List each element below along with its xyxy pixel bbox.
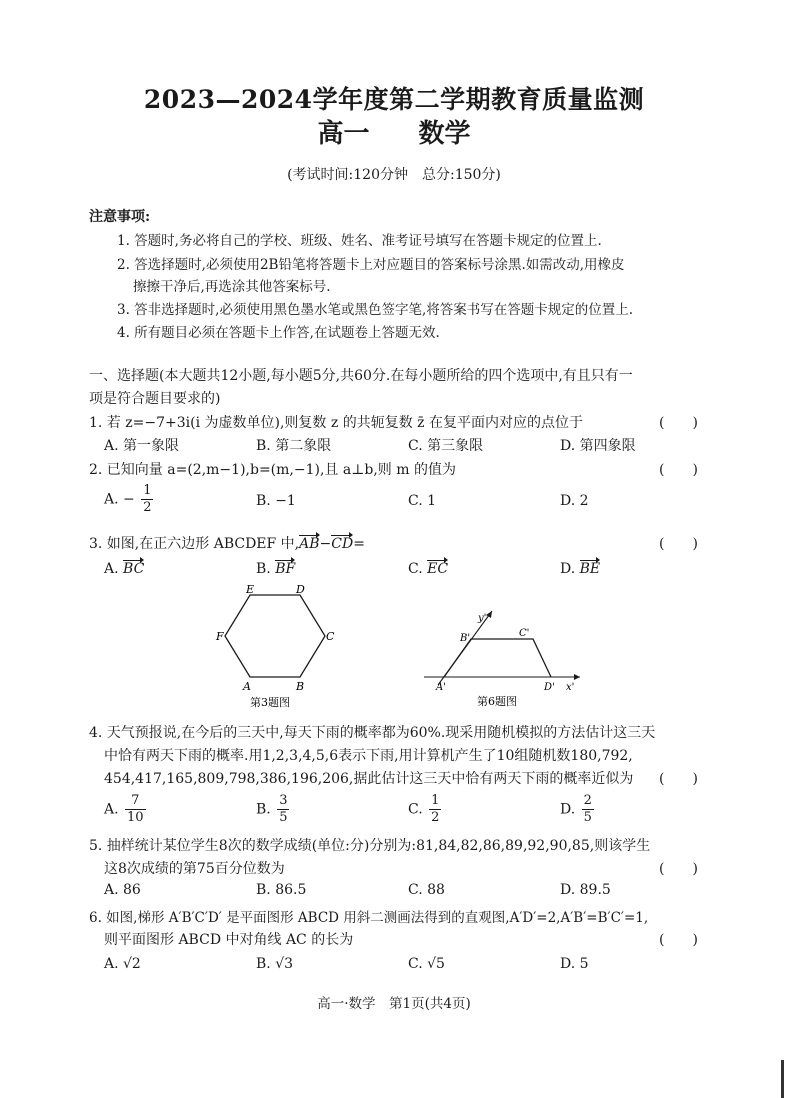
q4-stem-line1: 4. 天气预报说,在今后的三天中,每天下雨的概率都为60%.现采用随机模拟的方法估计这三天 bbox=[89, 725, 656, 741]
q2-stem: 2. 已知向量 a=(2,m−1),b=(m,−1),且 a⊥b,则 m 的值为 bbox=[89, 462, 456, 478]
vertex-label-d: D bbox=[296, 583, 305, 596]
q6-option-a: A. √2 bbox=[104, 956, 141, 972]
axis-label-x: x' bbox=[566, 682, 575, 693]
x-axis-arrow-icon bbox=[574, 674, 580, 680]
fraction-denominator: 2 bbox=[143, 500, 152, 515]
q3-option-a bbox=[104, 561, 144, 577]
q3-option-d bbox=[560, 561, 600, 577]
vertex-label-b: B bbox=[296, 680, 305, 693]
q2-option-c: C. 1 bbox=[408, 493, 437, 509]
vector-bf: BF bbox=[275, 561, 296, 577]
figure-6-caption: 第6题图 bbox=[477, 695, 517, 708]
option-fraction bbox=[125, 793, 146, 826]
q6-stem-line2: 则平面图形 ABCD 中对角线 AC 的长为 bbox=[104, 932, 354, 948]
q6-option-d: D. 5 bbox=[560, 956, 589, 972]
page-footer: 高一·数学 第1页(共4页) bbox=[317, 996, 471, 1012]
figure-3-hexagon bbox=[210, 580, 340, 710]
q2-option-b: B. −1 bbox=[256, 493, 296, 509]
vertex-label-c-prime: C' bbox=[519, 628, 530, 639]
fraction-denominator: 5 bbox=[279, 810, 288, 825]
fraction-denominator: 5 bbox=[583, 810, 592, 825]
section-heading-line2: 项是符合题目要求的) bbox=[89, 391, 221, 407]
option-fraction bbox=[429, 793, 441, 826]
minus-sign: − bbox=[319, 536, 332, 552]
q6-option-b: B. √3 bbox=[256, 956, 294, 972]
option-label: C. bbox=[408, 801, 423, 818]
q1-option-b: B. 第二象限 bbox=[256, 438, 332, 454]
note-item: 3. 答非选择题时,必须使用黑色墨水笔或黑色签字笔,将答案书写在答题卡规定的位置上. bbox=[117, 302, 634, 318]
q4-stem-line2: 中恰有两天下雨的概率.用1,2,3,4,5,6表示下雨,用计算机产生了10组随机数180,792, bbox=[104, 748, 633, 764]
y-axis-arrow-icon bbox=[486, 611, 492, 618]
option-label: B. bbox=[256, 561, 271, 577]
q2-option-a-label: A. bbox=[104, 491, 119, 508]
scan-edge-mark bbox=[781, 1060, 784, 1098]
q6-stem-line1: 6. 如图,梯形 A′B′C′D′ 是平面图形 ABCD 用斜二测画法得到的直观图,A′D′=2,A′B′=B′C′=1, bbox=[89, 910, 649, 926]
q4-answer-paren: ( ) bbox=[659, 771, 698, 787]
q5-stem-line1: 5. 抽样统计某位学生8次的数学成绩(单位:分)分别为:81,84,82,86,89,92,90,85,则该学生 bbox=[89, 838, 651, 854]
vector-be: BE bbox=[579, 561, 601, 577]
q2-option-d: D. 2 bbox=[560, 493, 589, 509]
option-label: B. bbox=[256, 801, 271, 818]
q1-answer-paren: ( ) bbox=[659, 415, 698, 431]
fraction-numerator: 2 bbox=[583, 793, 592, 808]
option-label: D. bbox=[560, 801, 576, 818]
note-item: 2. 答选择题时,必须使用2B铅笔将答题卡上对应题目的答案标号涂黑.如需改动,用橡皮 bbox=[117, 257, 625, 273]
vertex-label-e: E bbox=[246, 583, 255, 596]
option-label: A. bbox=[104, 561, 119, 577]
q4-option-c bbox=[408, 793, 441, 826]
q5-answer-paren: ( ) bbox=[659, 861, 698, 877]
figure-6-trapezoid bbox=[420, 605, 585, 710]
note-item: 1. 答题时,务必将自己的学校、班级、姓名、准考证号填写在答题卡规定的位置上. bbox=[117, 233, 602, 249]
vertex-label-c: C bbox=[326, 630, 335, 643]
note-item: 擦擦干净后,再选涂其他答案标号. bbox=[133, 279, 331, 295]
q5-stem-line2: 这8次成绩的第75百分位数为 bbox=[104, 861, 285, 877]
q3-stem bbox=[89, 533, 365, 553]
notes-heading: 注意事项: bbox=[89, 209, 151, 225]
option-fraction bbox=[277, 793, 289, 826]
option-label: D. bbox=[560, 561, 576, 577]
vector-cd: CD bbox=[331, 536, 354, 552]
q6-answer-paren: ( ) bbox=[659, 932, 698, 948]
vertex-label-a: A bbox=[243, 680, 251, 693]
fraction-numerator: 1 bbox=[143, 483, 152, 498]
vertex-label-d-prime: D' bbox=[544, 682, 555, 693]
q3-option-c bbox=[408, 561, 448, 577]
vertex-label-a-prime: A' bbox=[436, 682, 446, 693]
fraction-numerator: 3 bbox=[279, 793, 288, 808]
axis-label-y: y' bbox=[478, 613, 487, 624]
q4-stem-line3: 454,417,165,809,798,386,196,206,据此估计这三天中恰有两天下雨的概率近似为 bbox=[104, 771, 634, 787]
exam-title: 2023—2024学年度第二学期教育质量监测 bbox=[143, 85, 645, 114]
hexagon-shape bbox=[225, 595, 325, 677]
vector-ab: AB bbox=[299, 536, 320, 552]
q5-option-c: C. 88 bbox=[408, 882, 445, 898]
q2-option-a bbox=[104, 483, 153, 516]
q4-option-a bbox=[104, 793, 146, 826]
fraction-numerator: 7 bbox=[125, 793, 146, 810]
vector-bc: BC bbox=[123, 561, 145, 577]
q3-stem-text: 3. 如图,在正六边形 ABCDEF 中, bbox=[89, 536, 300, 552]
q5-option-b: B. 86.5 bbox=[256, 882, 307, 898]
vector-ec: EC bbox=[427, 561, 449, 577]
q3-answer-paren: ( ) bbox=[659, 536, 698, 552]
q2-answer-paren: ( ) bbox=[659, 462, 698, 478]
vertex-label-b-prime: B' bbox=[460, 633, 471, 644]
vertex-label-f: F bbox=[216, 630, 224, 643]
exam-info: (考试时间:120分钟 总分:150分) bbox=[287, 167, 501, 183]
subject-label: 数学 bbox=[418, 119, 471, 149]
option-label: C. bbox=[408, 561, 423, 577]
q4-option-b bbox=[256, 793, 289, 826]
q5-option-d: D. 89.5 bbox=[560, 882, 611, 898]
q4-option-d bbox=[560, 793, 594, 826]
q6-option-c: C. √5 bbox=[408, 956, 445, 972]
section-heading-line1: 一、选择题(本大题共12小题,每小题5分,共60分.在每小题所给的四个选项中,有且只有一 bbox=[89, 368, 633, 384]
q1-option-a: A. 第一象限 bbox=[104, 438, 180, 454]
trapezoid-shape bbox=[444, 639, 551, 677]
option-label: A. bbox=[104, 801, 119, 818]
fraction-denominator: 2 bbox=[431, 810, 440, 825]
exam-subtitle bbox=[0, 113, 788, 150]
q1-stem: 1. 若 z=−7+3i(i 为虚数单位),则复数 z 的共轭复数 z̄ 在复平面内对应的点位于 bbox=[89, 415, 583, 431]
q2-option-a-sign: − bbox=[123, 491, 135, 508]
q5-option-a: A. 86 bbox=[104, 882, 141, 898]
q1-option-d: D. 第四象限 bbox=[560, 438, 636, 454]
note-item: 4. 所有题目必须在答题卡上作答,在试题卷上答题无效. bbox=[117, 325, 440, 341]
q2-option-a-fraction bbox=[141, 483, 153, 516]
equals-sign: = bbox=[353, 536, 365, 552]
fraction-denominator: 10 bbox=[127, 810, 144, 825]
q3-option-b bbox=[256, 561, 295, 577]
figure-3-caption: 第3题图 bbox=[250, 696, 290, 709]
grade-label: 高一 bbox=[317, 119, 370, 149]
q1-option-c: C. 第三象限 bbox=[408, 438, 484, 454]
option-fraction bbox=[582, 793, 594, 826]
fraction-numerator: 1 bbox=[431, 793, 440, 808]
